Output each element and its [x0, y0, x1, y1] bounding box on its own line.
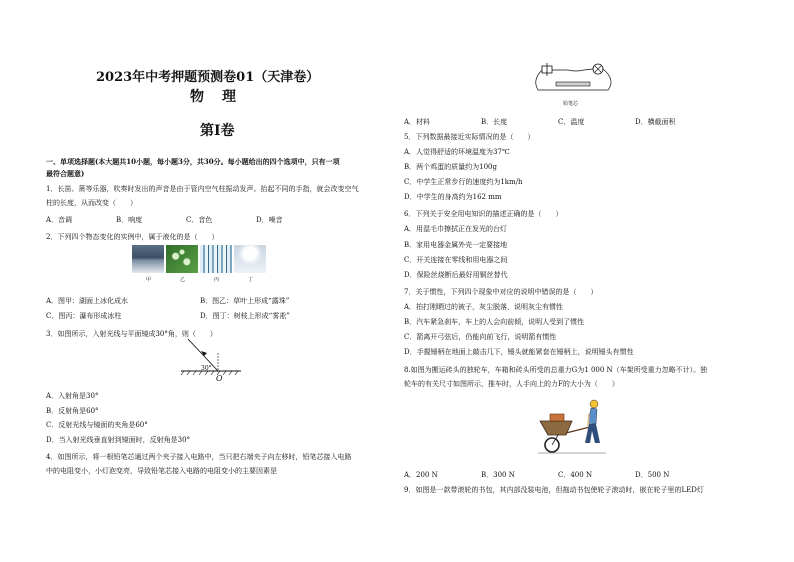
q9-stem: 9．如图是一款带滚轮的书包，其内部没装电池，但拖动书包使轮子滚动时，嵌在轮子里的LED灯: [404, 486, 704, 494]
q5-option-a: A．人觉得舒适的环境温度为37℃: [404, 148, 510, 156]
q8-options: [404, 470, 669, 480]
q7-stem: 7．关于惯性，下列四个现象中对应的说明中错误的是（ ）: [404, 288, 598, 296]
caption-jia: 甲: [146, 277, 152, 283]
q6-option-b: B．家用电器金属外壳一定要接地: [404, 241, 508, 249]
q2-stem: 2．下列四个物态变化的实例中，属于液化的是（ ）: [46, 233, 219, 241]
photo-dew-leaf: [166, 245, 198, 273]
q6-option-d: D．保险丝烧断后最好用铜丝替代: [404, 271, 508, 279]
q4-option-a: A．材料: [404, 118, 431, 126]
q3-option-d: D．当入射光线垂直射到镜面时，反射角是30°: [46, 436, 191, 444]
angle-label: 30°: [201, 365, 212, 372]
q5-option-d: D．中学生的身高约为162 mm: [404, 193, 502, 201]
wheelbarrow-figure: [536, 397, 610, 459]
photo-rime-tree: [234, 245, 266, 273]
instruction-line-2: 最符合题意): [46, 169, 85, 178]
caption-bing: 丙: [214, 277, 220, 283]
q1-stem-line-2: 柱的长度，从而改变（ ）: [46, 199, 137, 207]
q1-option-a: A．音调: [46, 216, 73, 224]
mirror-diagram: [176, 333, 246, 383]
q7-option-c: C．箭离开弓弦后，仍能向前飞行，说明箭有惯性: [404, 333, 557, 341]
q2-option-c: C．图丙：瀑布形成冰柱: [46, 312, 122, 320]
q4-options: [404, 117, 676, 127]
caption-yi: 乙: [180, 277, 186, 283]
pencil-lead-caption: 铅笔芯: [563, 101, 579, 107]
q5-stem: 5．下列数据最接近实际情况的是（ ）: [404, 133, 535, 141]
q3-option-c: C．反射光线与镜面的夹角是60°: [46, 421, 148, 429]
q2-option-d: D．图丁：树枝上形成“雾凇”: [200, 312, 290, 320]
q7-option-b: B．汽车紧急刹车，车上的人会向前倾，说明人受到了惯性: [404, 318, 585, 326]
q8-option-c: C．400 N: [558, 471, 593, 479]
instruction-line-1: 一、单项选择题(本大题共10小题，每小题3分，共30分。每小题给出的四个选项中，只有一项: [46, 157, 340, 166]
q1-stem-line-1: 1．长笛、箫等乐器，吹奏时发出的声音是由于管内空气柱振动发声。抬起不同的手指，就会改变空气: [46, 185, 359, 193]
q7-option-a: A．拍打刚晒过的被子，灰尘脱落，说明灰尘有惯性: [404, 303, 564, 311]
q3-stem: 3．如图所示，入射光线与平面镜成30°角，则（ ）: [46, 330, 217, 338]
q8-option-b: B．300 N: [481, 471, 515, 479]
q2-option-b: B．图乙：草叶上形成“露珠”: [200, 297, 290, 305]
q8-option-d: D．500 N: [635, 471, 670, 479]
photo-lake-ice: [132, 245, 164, 273]
q4-option-c: C．温度: [558, 118, 585, 126]
q1-options: [46, 215, 283, 225]
q6-option-a: A．用湿毛巾擦拭正在发光的台灯: [404, 225, 508, 233]
q6-option-c: C．开关连接在零线和用电器之间: [404, 256, 508, 264]
point-o-label: O: [216, 374, 223, 383]
q8-option-a: A．200 N: [404, 471, 438, 479]
subject-title: 物 理: [190, 89, 238, 105]
q4-option-d: D．横截面积: [635, 118, 676, 126]
q3-option-b: B．反射角是60°: [46, 407, 99, 415]
photo-icicles: [200, 245, 232, 273]
q4-option-b: B．长度: [481, 118, 508, 126]
exam-title: 2023年中考押题预测卷01（天津卷）: [96, 70, 320, 85]
caption-ding: 丁: [248, 277, 254, 283]
q5-option-c: C．中学生正常步行的速度约为1km/h: [404, 178, 523, 186]
q5-option-b: B．两个鸡蛋的质量约为100g: [404, 163, 497, 171]
q1-option-d: D．噪音: [256, 216, 283, 224]
q6-stem: 6．下列关于安全用电知识的描述正确的是（ ）: [404, 210, 563, 218]
q1-option-b: B．响度: [116, 216, 143, 224]
pencil-circuit-diagram: [528, 60, 620, 102]
q8-stem-line-2: 轮车的有关尺寸如图所示，推车时，人手向上的力F的大小为（ ）: [404, 380, 619, 388]
q7-option-d: D．手握锤柄在地面上敲击几下，锤头就能紧套在锤柄上，说明锤头有惯性: [404, 348, 634, 356]
q8-stem-line-1: 8.如图为搬运砖头的独轮车，车箱和砖头所受的总重力G为1 000 N（车架所受重力忽略不计）。独: [404, 366, 708, 374]
q4-stem-line-1: 4．如图所示，将一根铅笔芯通过两个夹子接入电路中，当只把右端夹子向左移时，铅笔芯接入电路: [46, 453, 352, 461]
q2-option-a: A．图甲：湖面上冰化成水: [46, 297, 129, 305]
q4-stem-line-2: 中的电阻变小，小灯泡变亮，导致铅笔芯接入电路的电阻变小的主要因素是: [46, 467, 277, 475]
q3-option-a: A．入射角是30°: [46, 392, 99, 400]
section-title: 第Ⅰ卷: [200, 123, 235, 139]
q1-option-c: C．音色: [186, 216, 213, 224]
